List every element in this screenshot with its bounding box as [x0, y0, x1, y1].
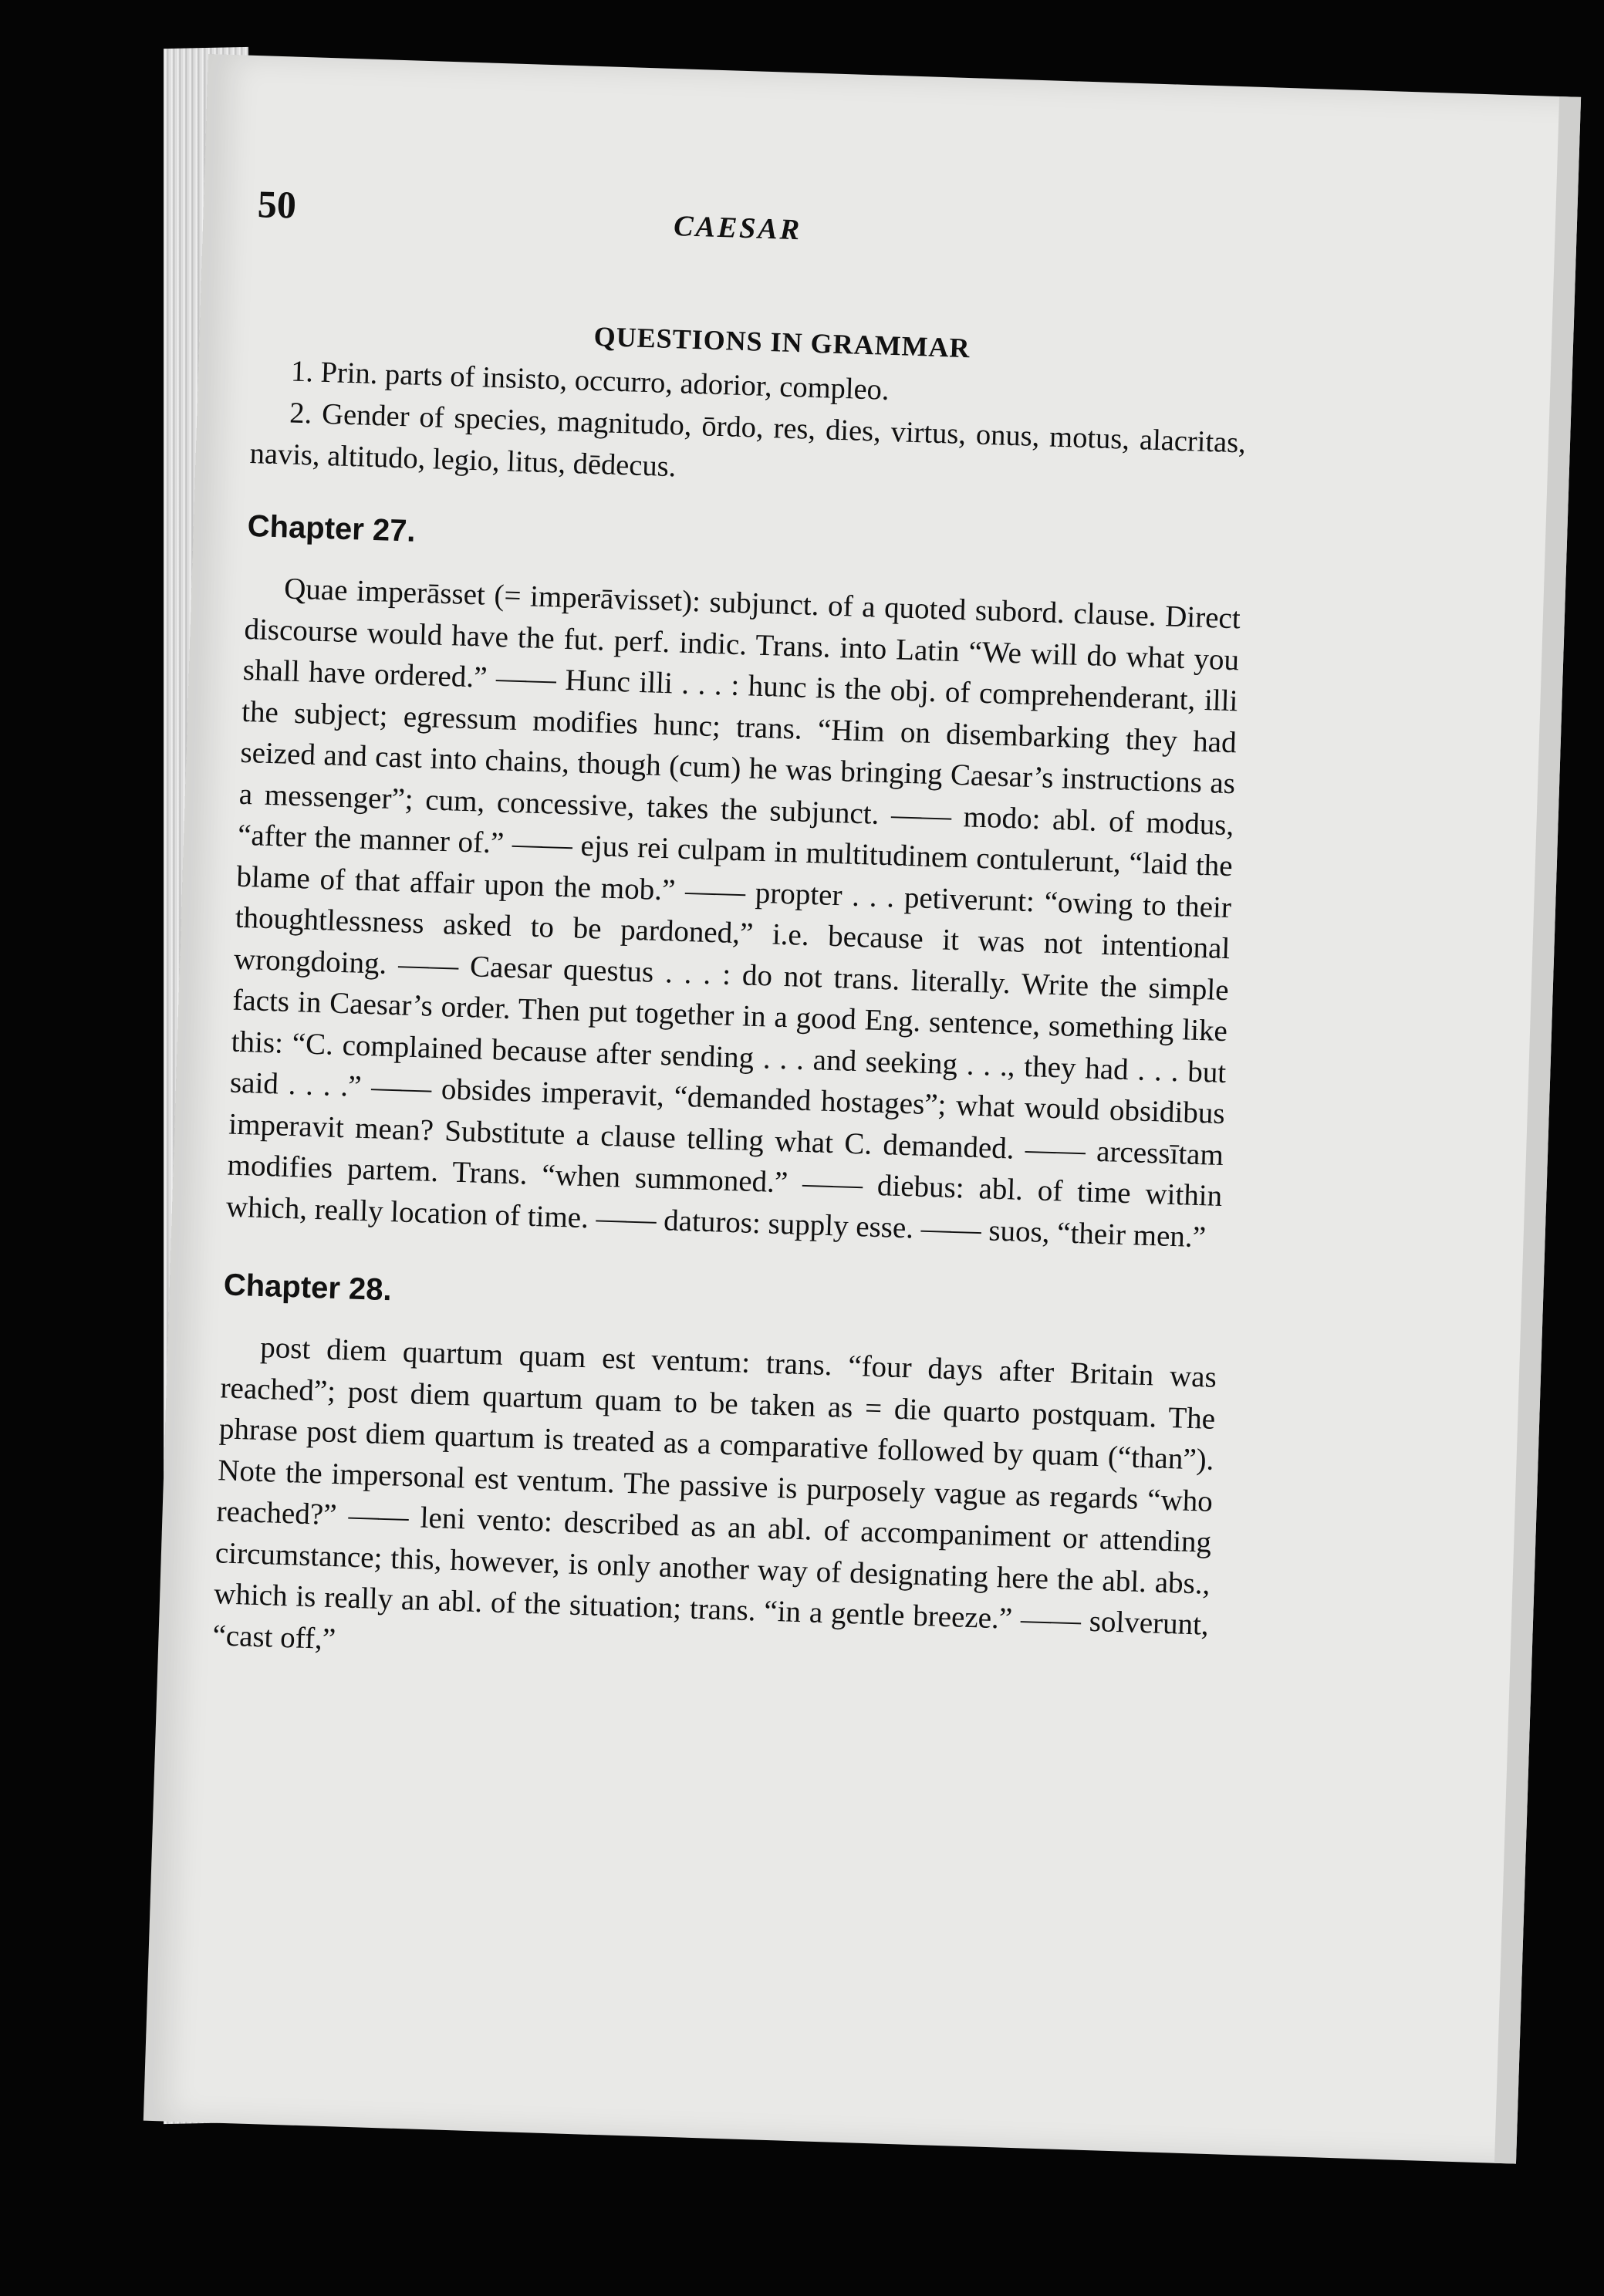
chapter-heading: Chapter 28.: [223, 1268, 393, 1308]
chapter-notes: post diem quartum quam est ventum: trans. “four days after Britain was reached”; post diem quartum quam to be taken as = die quarto postquam. The phrase post diem quartum is treated as a comparative followed by quam (“than”). Note the impersonal est ventum. The passive is purposely vague as regards “who reached?” —— leni vento: described as an abl. of accompaniment or attending circumstance; this, however, is only another way of designating here the abl. abs., which is really an abl. of the situation; trans. “in a gentle breeze.” —— solverunt, “cast off,”: [211, 1330, 1217, 1656]
page-number: 50: [257, 182, 297, 227]
chapter-heading: Chapter 27.: [247, 508, 417, 549]
grammar-question: 1. Prin. parts of insisto, occurro, adorior, compleo.: [290, 355, 890, 407]
book-page: [144, 54, 1581, 2164]
page-content: [212, 183, 1253, 1687]
grammar-questions-heading: QUESTIONS IN GRAMMAR: [593, 320, 971, 364]
page-header: [256, 183, 1253, 275]
page-right-edge: [1494, 96, 1581, 2164]
grammar-question: 2. Gender of species, magnitudo, ōrdo, res, dies, virtus, onus, motus, alacritas, navis, altitudo, legio, litus, dēdecus.: [249, 397, 1247, 484]
running-title: CAESAR: [673, 210, 802, 247]
chapter-notes: Quae imperāsset (= imperāvisset): subjunct. of a quoted subord. clause. Direct discourse would have the fut. perf. indic. Trans. into Latin “We will do what you shall have ordered.” —— Hunc illi . . . : hunc is the obj. of comprehenderant, illi the subject; egressum modifies hunc; trans. “Him on disembarking they had seized and cast into chains, though (cum) he was bringing Caesar’s instructions as a messenger”; cum, concessive, takes the subjunct. —— modo: abl. of modus, “after the manner of.” —— ejus rei culpam in multitudinem contulerunt, “laid the blame of that affair upon the mob.” —— propter . . . petiverunt: “owing to their thoughtlessness asked to be pardoned,” i.e. because it was not intentional wrongdoing. —— Caesar questus . . . : do not trans. literally. Write the simple facts in Caesar’s order. Then put together in a good Eng. sentence, something like this: “C. complained because after sending . . . and seeking . . ., they had . . . but said . . . .” —— obsides imperavit, “demanded hostages”; what would obsidibus imperavit mean? Substitute a clause telling what C. demanded. —— arcessītam modifies partem. Trans. “when summoned.” —— diebus: abl. of time within which, really location of time. —— daturos: supply esse. —— suos, “their men.”: [225, 572, 1241, 1254]
